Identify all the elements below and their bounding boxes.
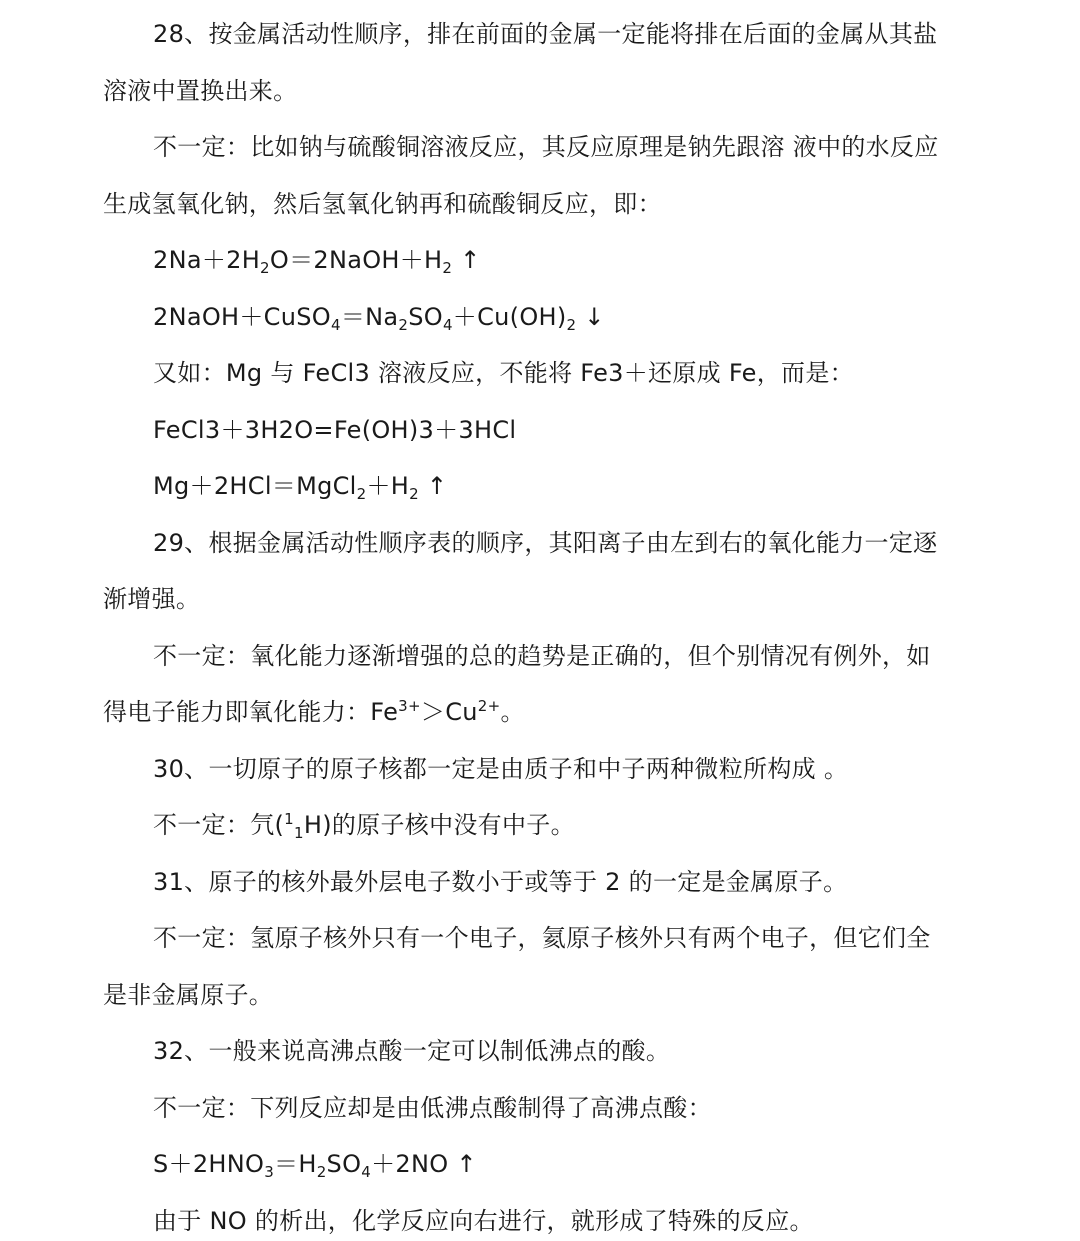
text-run: H)的原子核中没有中子。 (303, 811, 575, 839)
text-run: ＝Na (340, 303, 399, 331)
text-line-q29-l2: 渐增强。 (103, 585, 201, 613)
subscript: 2 (260, 259, 270, 277)
text-run: 。 (500, 698, 525, 726)
atomic-number: 1 (294, 824, 304, 842)
subscript: 4 (330, 316, 341, 334)
text-run: 得电子能力即氧化能力：Fe (103, 698, 399, 726)
text-run: 2NaOH＋CuSO (153, 303, 331, 331)
subscript: 2 (409, 485, 419, 503)
text-run: ＋Cu(OH) (452, 303, 567, 331)
text-line-a29-l1: 不一定：氧化能力逐渐增强的总的趋势是正确的，但个别情况有例外，如 (153, 642, 931, 670)
text-line-q28-l1: 28、按金属活动性顺序，排在前面的金属一定能将排在后面的金属从其盐 (153, 20, 938, 48)
text-run: ＝H (274, 1150, 317, 1178)
text-line-q30-l1: 30、一切原子的原子核都一定是由质子和中子两种微粒所构成 。 (153, 755, 849, 783)
text-run: SO (408, 303, 443, 331)
text-line-a32-l1: 不一定：下列反应却是由低沸点酸制得了高沸点酸： (153, 1094, 712, 1122)
text-line-a28-l2: 生成氢氧化钠，然后氢氧化钠再和硫酸铜反应，即： (103, 190, 662, 218)
text-run: O＝2NaOH＋H (269, 246, 443, 274)
text-line-eq28-3: FeCl3＋3H2O=Fe(OH)3＋3HCl (153, 416, 517, 444)
text-run: ↓ (576, 303, 605, 331)
text-line-a31-l2: 是非金属原子。 (103, 981, 274, 1009)
subscript: 2 (356, 485, 367, 503)
text-line-q31-l1: 31、原子的核外最外层电子数小于或等于 2 的一定是金属原子。 (153, 868, 848, 896)
text-line-a28-l3: 又如：Mg 与 FeCl3 溶液反应，不能将 Fe3＋还原成 Fe，而是： (153, 359, 854, 387)
text-line-q29-l1: 29、根据金属活动性顺序表的顺序，其阳离子由左到右的氧化能力一定逐 (153, 529, 938, 557)
mass-atomic-number (284, 810, 304, 842)
subscript: 4 (361, 1163, 372, 1181)
subscript: 2 (398, 316, 409, 334)
superscript: 2+ (477, 697, 501, 715)
text-line-a29-l2 (103, 692, 990, 732)
text-line-q28-l2: 溶液中置换出来。 (103, 77, 298, 105)
text-run: S＋2HNO (153, 1150, 265, 1178)
subscript: 3 (264, 1163, 275, 1181)
text-run: 不一定：氕( (153, 811, 285, 839)
text-run: ＞Cu (420, 698, 478, 726)
text-run: Mg＋2HCl＝MgCl (153, 472, 357, 500)
text-line-a28-l1: 不一定：比如钠与硫酸铜溶液反应，其反应原理是钠先跟溶 液中的水反应 (153, 133, 939, 161)
text-line-a31-l1: 不一定：氢原子核外只有一个电子，氦原子核外只有两个电子，但它们全 (153, 924, 931, 952)
text-run: SO (326, 1150, 362, 1178)
subscript: 2 (566, 316, 577, 334)
text-line-eq28-2 (153, 297, 990, 337)
text-line-eq28-1 (153, 240, 990, 280)
text-line-eq28-4 (153, 466, 990, 506)
text-run: ↑ (419, 472, 448, 500)
superscript: 3+ (398, 697, 421, 715)
text-run: ＋2NO ↑ (371, 1150, 477, 1178)
subscript: 2 (316, 1163, 327, 1181)
text-run: ＋H (366, 472, 410, 500)
text-line-q32-l1: 32、一般来说高沸点酸一定可以制低沸点的酸。 (153, 1037, 671, 1065)
mass-number: 1 (284, 810, 295, 828)
text-line-a32-l2: 由于 NO 的析出，化学反应向右进行，就形成了特殊的反应。 (153, 1207, 814, 1235)
subscript: 4 (442, 316, 453, 334)
text-run: 2Na＋2H (153, 246, 261, 274)
text-run: ↑ (452, 246, 481, 274)
text-line-eq32-1 (153, 1144, 990, 1184)
text-line-a30-l1 (153, 805, 990, 845)
subscript: 2 (442, 259, 453, 277)
